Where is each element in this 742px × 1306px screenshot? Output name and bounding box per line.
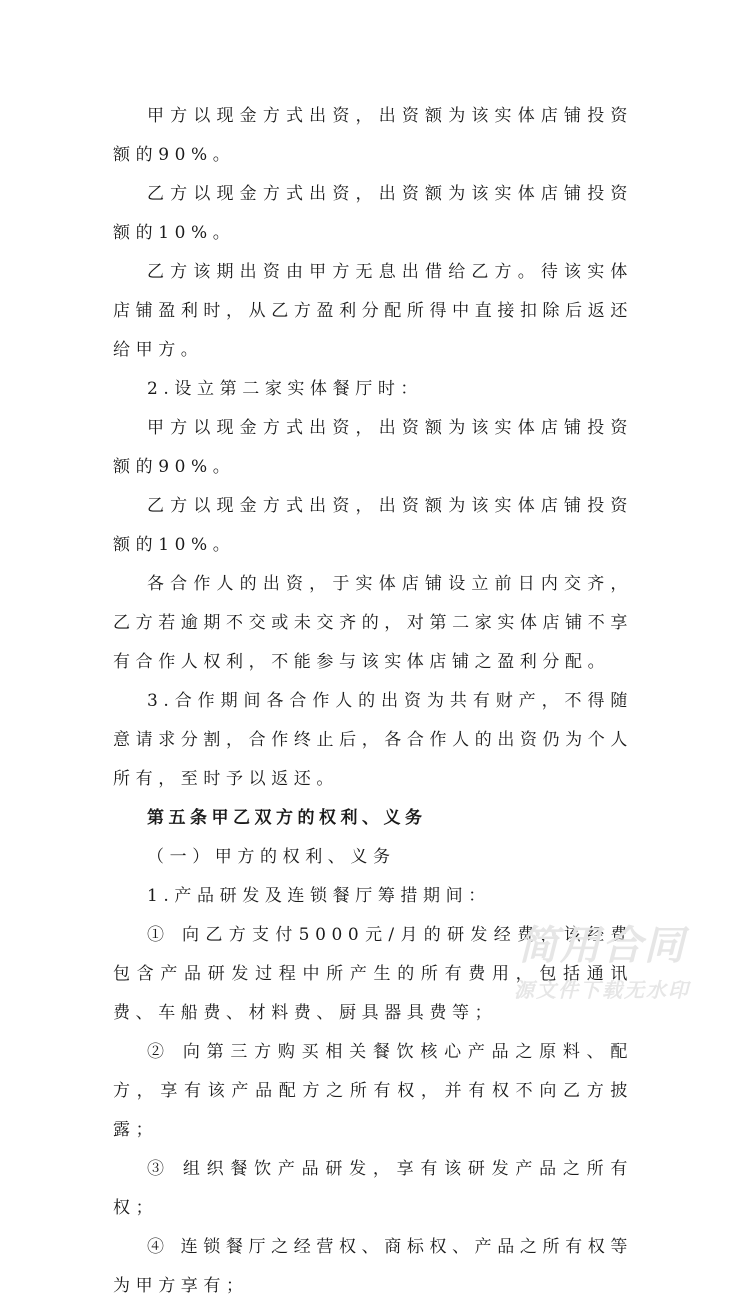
paragraph-contribution-deadline: 各合作人的出资，于实体店铺设立前日内交齐，乙方若逾期不交或未交齐的，对第二家实体店铺不享有合作人权利，不能参与该实体店铺之盈利分配。 bbox=[113, 574, 633, 672]
paragraph-rd-period-heading: 1.产品研发及连锁餐厅筹措期间： bbox=[147, 886, 491, 906]
paragraph-second-restaurant-heading: 2.设立第二家实体餐厅时： bbox=[147, 379, 424, 399]
list-item-2: ② 向第三方购买相关餐饮核心产品之原料、配方，享有该产品配方之所有权，并有权不向乙方披露； bbox=[113, 1042, 633, 1140]
paragraph-party-b-contribution-2: 乙方以现金方式出资，出资额为该实体店铺投资额的10%。 bbox=[113, 496, 633, 555]
watermark-sub-text: 源文件下载无水印 bbox=[514, 978, 690, 1002]
paragraph-joint-property: 3.合作期间各合作人的出资为共有财产，不得随意请求分割，合作终止后，各合作人的出资仍为个人所有，至时予以返还。 bbox=[113, 691, 633, 789]
section-heading-article-5: 第五条甲乙双方的权利、义务 bbox=[147, 808, 427, 828]
list-item-1: ① 向乙方支付5000元/月的研发经费，该经费包含产品研发过程中所产生的所有费用，包括通讯费、车船费、材料费、厨具器具费等； bbox=[113, 925, 633, 1023]
watermark bbox=[514, 923, 690, 1005]
document-body bbox=[113, 97, 633, 1306]
paragraph-party-a-contribution-2: 甲方以现金方式出资，出资额为该实体店铺投资额的90%。 bbox=[113, 418, 633, 477]
watermark-main-text: 简用合同 bbox=[518, 923, 686, 969]
list-item-4: ④ 连锁餐厅之经营权、商标权、产品之所有权等为甲方享有； bbox=[113, 1237, 633, 1296]
paragraph-party-a-contribution-1: 甲方以现金方式出资，出资额为该实体店铺投资额的90%。 bbox=[113, 106, 633, 165]
paragraph-party-b-contribution-1: 乙方以现金方式出资，出资额为该实体店铺投资额的10%。 bbox=[113, 184, 633, 243]
list-item-3: ③ 组织餐饮产品研发，享有该研发产品之所有权； bbox=[113, 1159, 633, 1218]
paragraph-party-b-loan: 乙方该期出资由甲方无息出借给乙方。待该实体店铺盈利时，从乙方盈利分配所得中直接扣除后返还给甲方。 bbox=[113, 262, 633, 360]
subsection-heading-party-a: （一）甲方的权利、义务 bbox=[147, 847, 396, 867]
